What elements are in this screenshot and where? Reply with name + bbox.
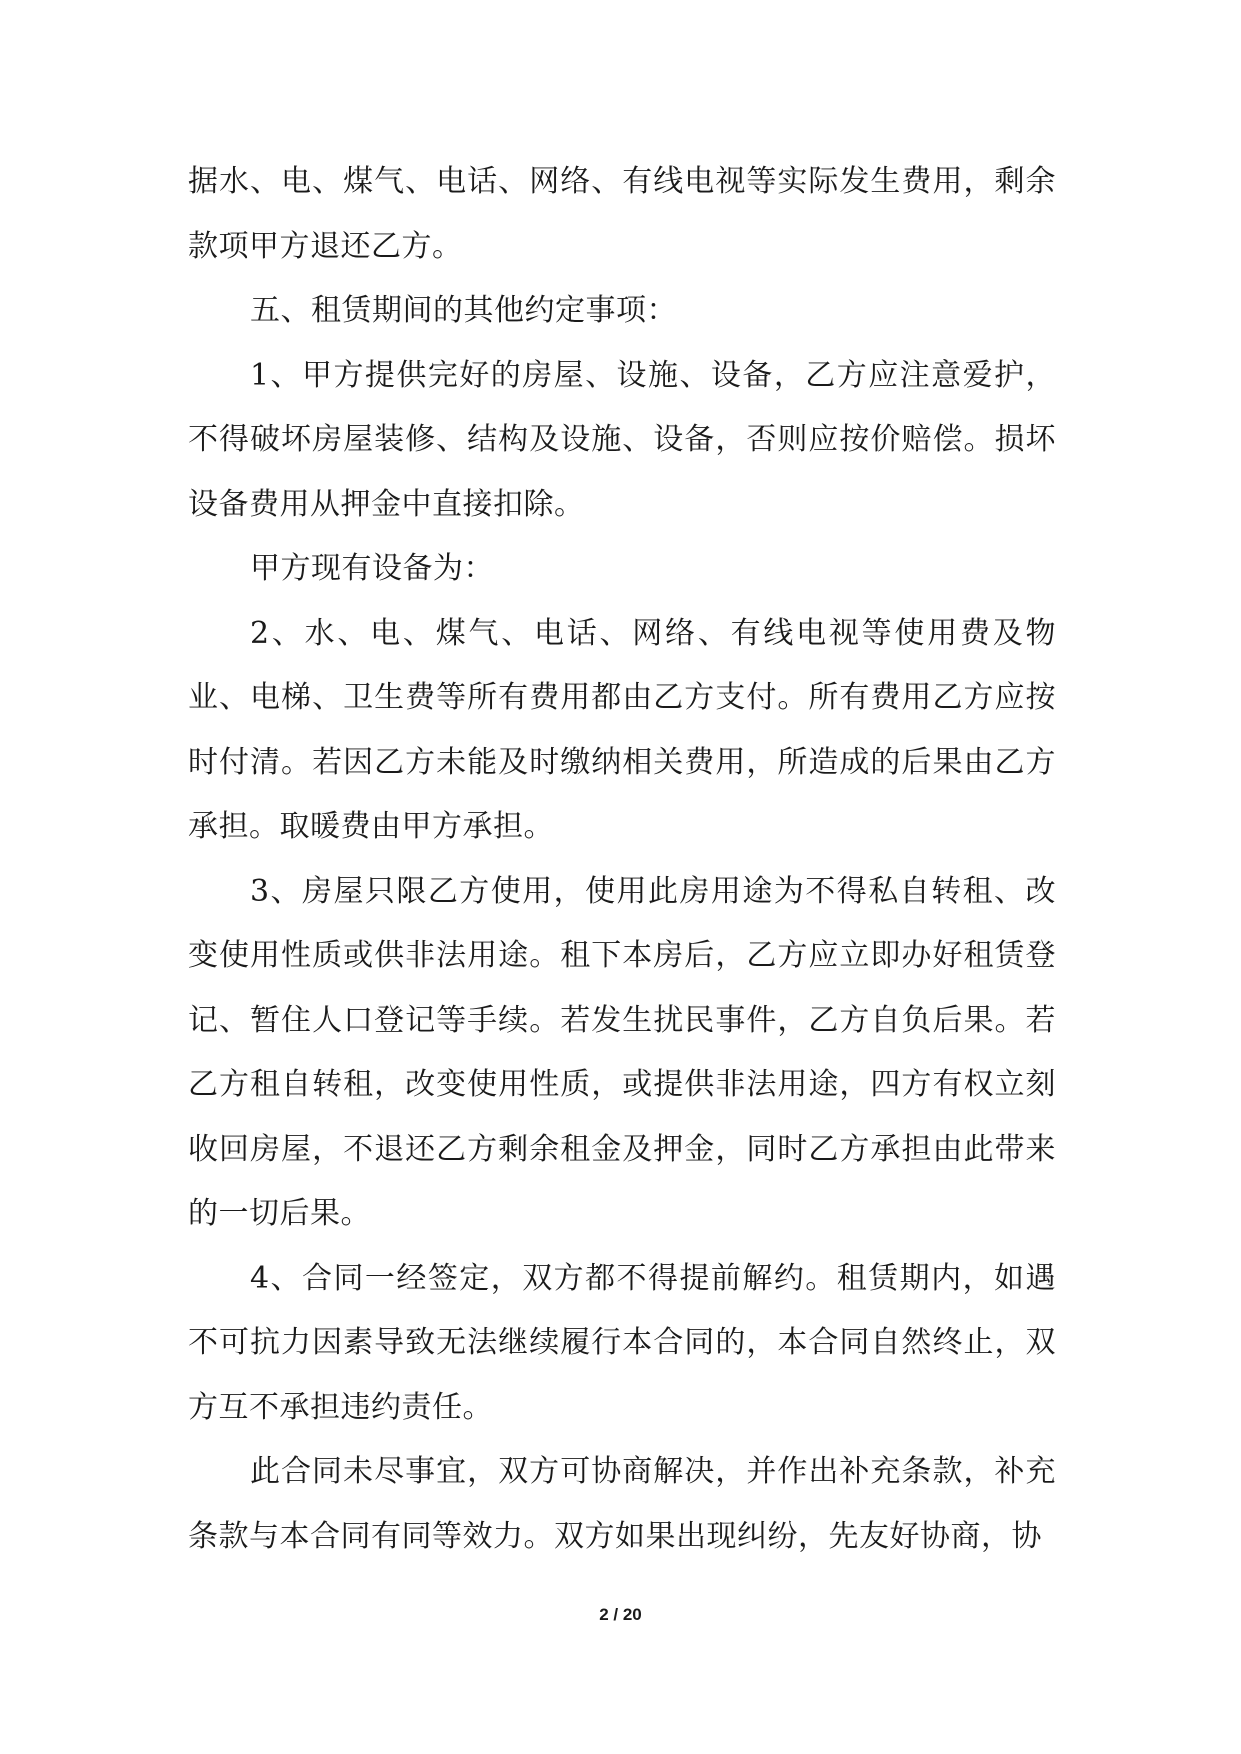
paragraph-8: 此合同未尽事宜，双方可协商解决，并作出补充条款，补充条款与本合同有同等效力。双方如果出现纠纷，先友好协商，协 bbox=[188, 1454, 1056, 1554]
paragraph-4: 甲方现有设备为： bbox=[250, 551, 494, 586]
document-body bbox=[188, 150, 1056, 1569]
paragraph-7: 4、合同一经签定，双方都不得提前解约。租赁期内，如遇不可抗力因素导致无法继续履行本合同的，本合同自然终止，双方互不承担违约责任。 bbox=[188, 1260, 1056, 1425]
paragraph-6: 3、房屋只限乙方使用，使用此房用途为不得私自转租、改变使用性质或供非法用途。租下本房后，乙方应立即办好租赁登记、暂住人口登记等手续。若发生扰民事件，乙方自负后果。若乙方租自转租，改变使用性质，或提供非法用途，四方有权立刻收回房屋，不退还乙方剩余租金及押金，同时乙方承担由此带来的一切后果。 bbox=[188, 873, 1056, 1231]
paragraph-1: 据水、电、煤气、电话、网络、有线电视等实际发生费用，剩余款项甲方退还乙方。 bbox=[188, 164, 1056, 264]
paragraph-2: 五、租赁期间的其他约定事项： bbox=[250, 293, 677, 328]
page-number: 2 / 20 bbox=[599, 1605, 642, 1624]
paragraph-5: 2、水、电、煤气、电话、网络、有线电视等使用费及物业、电梯、卫生费等所有费用都由乙方支付。所有费用乙方应按时付清。若因乙方未能及时缴纳相关费用，所造成的后果由乙方承担。取暖费由甲方承担。 bbox=[188, 615, 1056, 844]
paragraph-3: 1、甲方提供完好的房屋、设施、设备，乙方应注意爱护，不得破坏房屋装修、结构及设施、设备，否则应按价赔偿。损坏设备费用从押金中直接扣除。 bbox=[188, 357, 1056, 522]
